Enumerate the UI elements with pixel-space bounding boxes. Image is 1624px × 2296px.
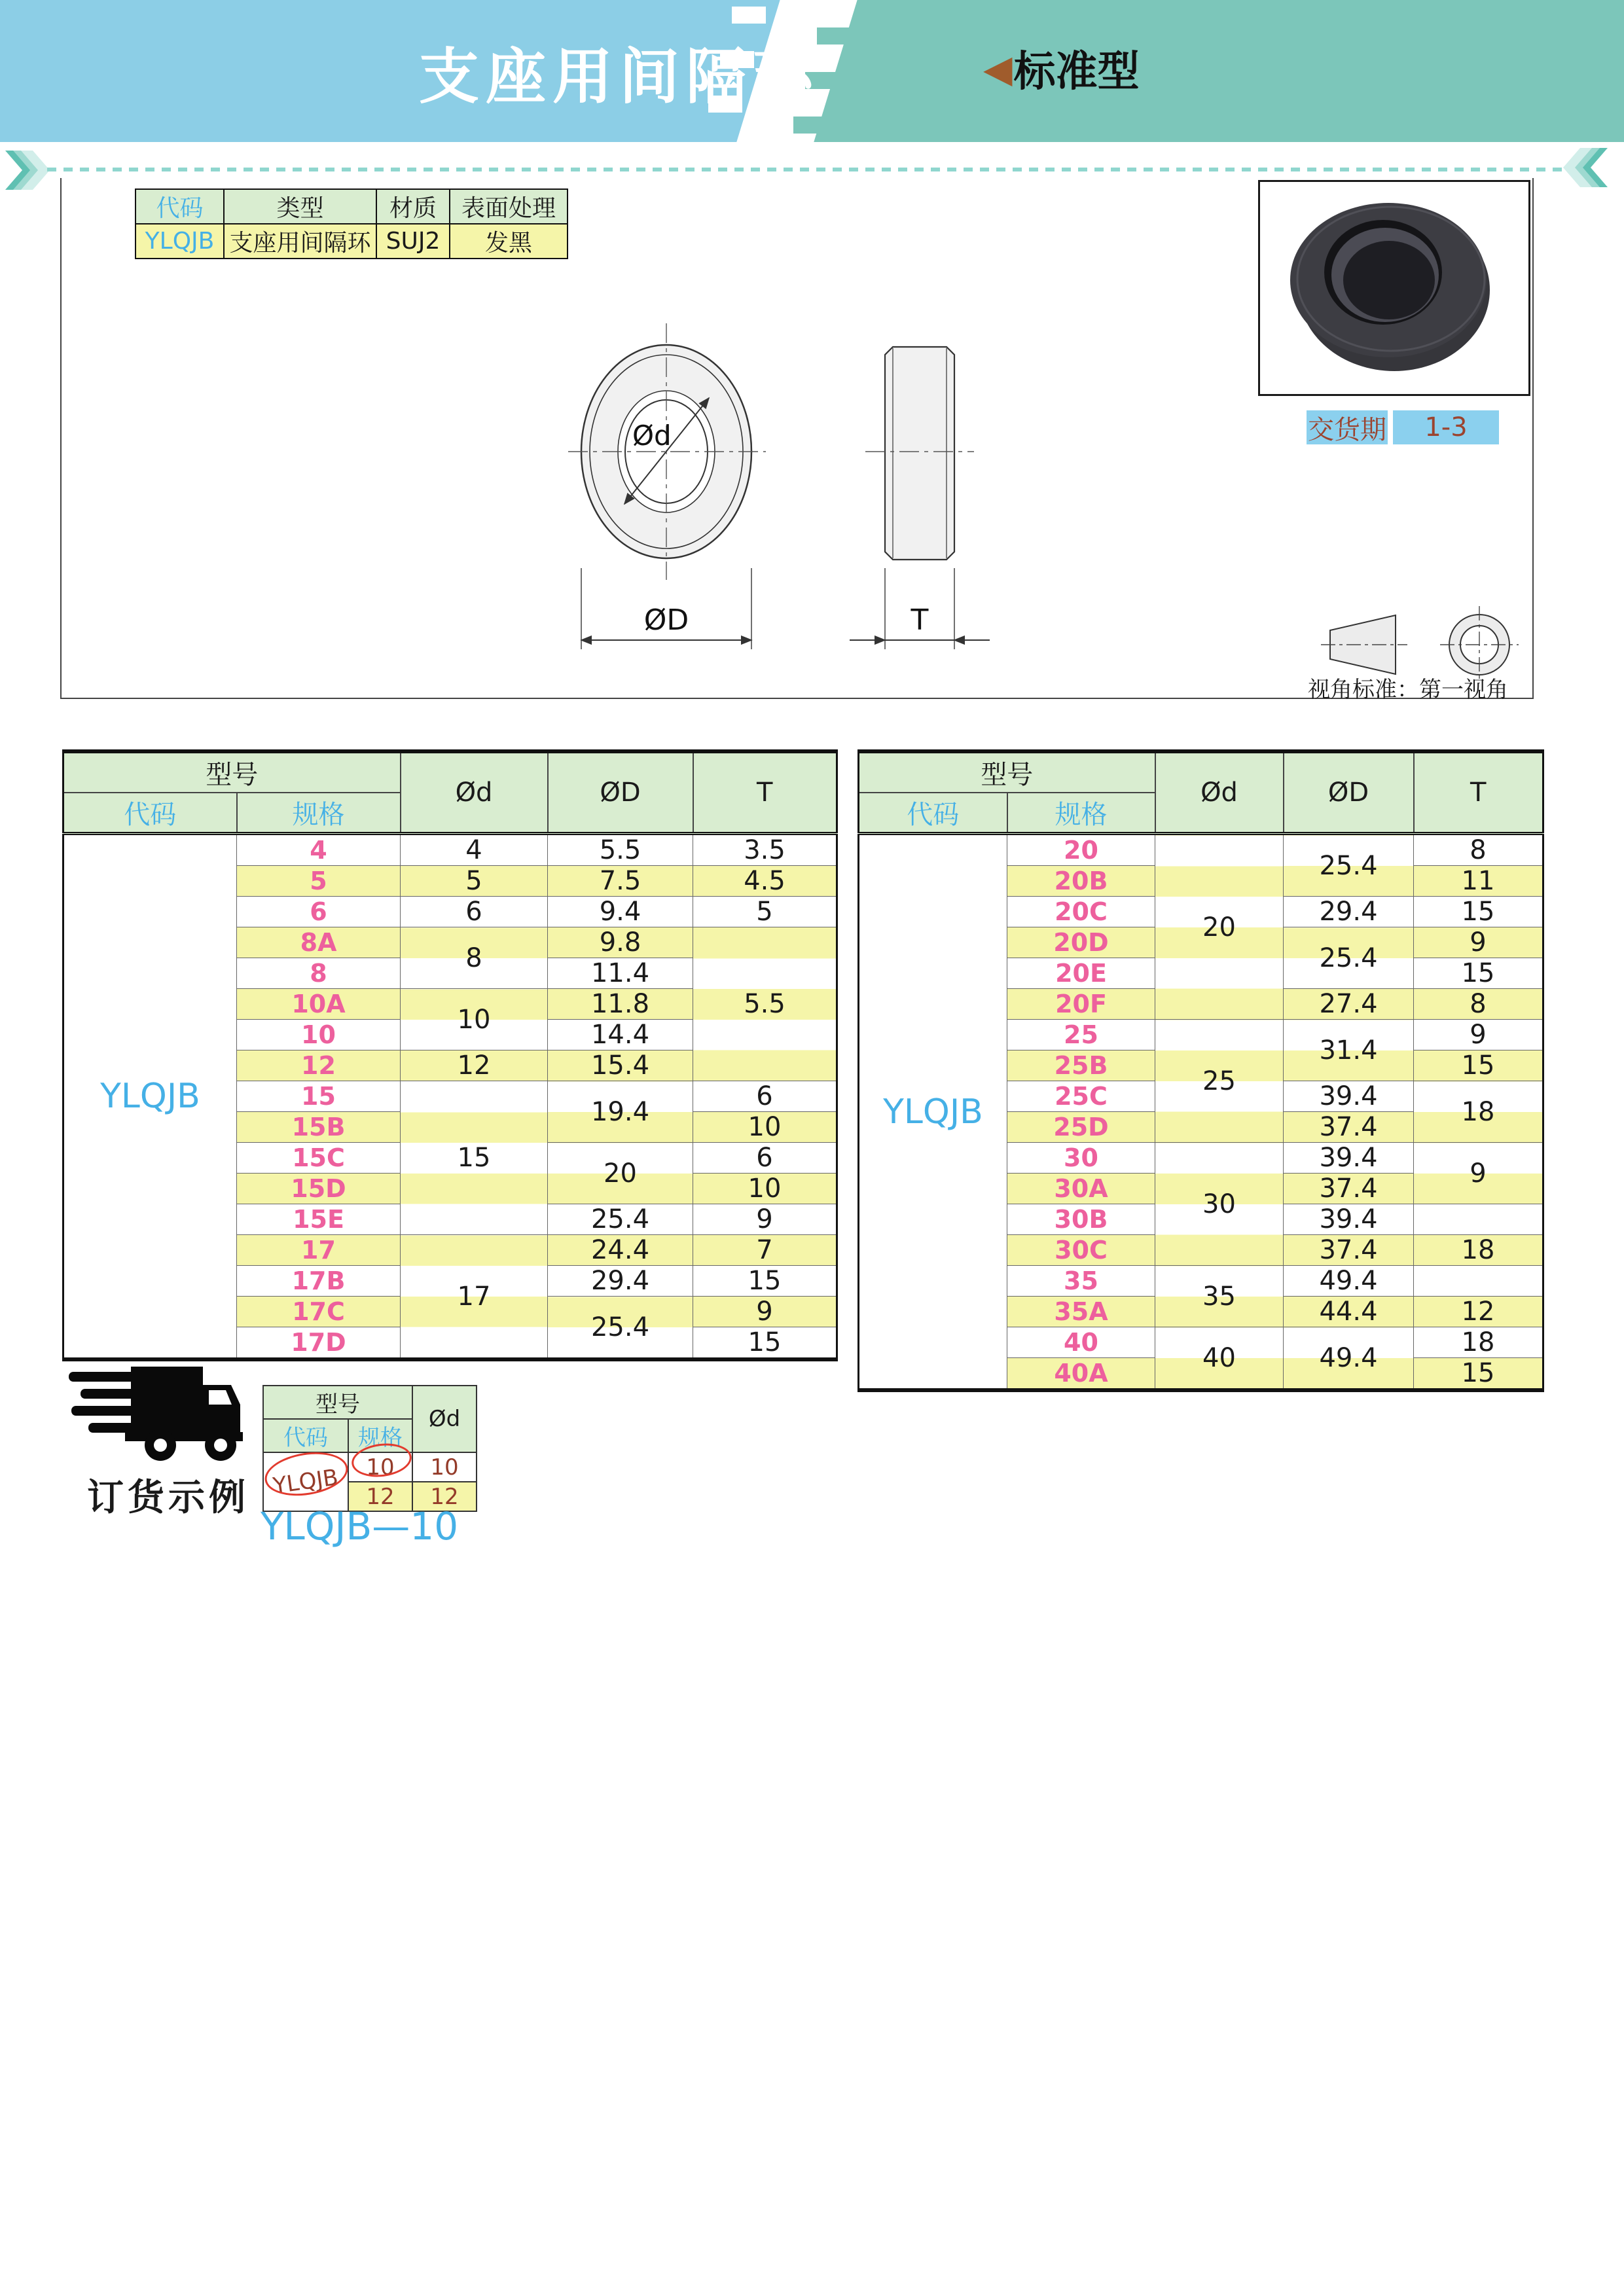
spec-cell: 20D: [1007, 927, 1155, 958]
d-value-cell: 40: [1155, 1327, 1284, 1391]
t-value-cell: 8: [1414, 834, 1543, 866]
code-cell: YLQJB: [63, 834, 237, 1360]
spec-cell: 40A: [1007, 1358, 1155, 1391]
t-value-cell: 3.5: [693, 834, 837, 866]
D-value-cell: 9.8: [548, 927, 693, 958]
spec-cell: 15D: [237, 1174, 401, 1204]
col-header-model: 型号: [63, 751, 401, 793]
spec-cell: 35A: [1007, 1297, 1155, 1327]
D-value-cell: 27.4: [1284, 989, 1414, 1020]
t-value-cell: 6: [693, 1081, 837, 1112]
D-value-cell: 49.4: [1284, 1266, 1414, 1297]
t-value-cell: 11: [1414, 866, 1543, 897]
delivery-label: 交货期: [1307, 410, 1388, 444]
dim-label-inner-dia: Ød: [632, 420, 672, 452]
info-value-type: 支座用间隔环: [224, 224, 376, 259]
D-value-cell: 39.4: [1284, 1081, 1414, 1112]
D-value-cell: 25.4: [548, 1204, 693, 1235]
D-value-cell: 9.4: [548, 897, 693, 927]
spec-cell: 20B: [1007, 866, 1155, 897]
D-value-cell: 37.4: [1284, 1112, 1414, 1143]
col-header-t: T: [693, 751, 837, 834]
col-header-model: 型号: [859, 751, 1155, 793]
dim-label-thickness: T: [911, 603, 929, 637]
d-value-cell: 4: [401, 834, 548, 866]
D-value-cell: 19.4: [548, 1081, 693, 1143]
t-value-cell: 15: [1414, 958, 1543, 989]
zipper-tooth: [817, 27, 852, 45]
spec-cell: 20F: [1007, 989, 1155, 1020]
col-header-spec: 规格: [1007, 793, 1155, 834]
D-value-cell: 14.4: [548, 1020, 693, 1050]
D-value-cell: 11.8: [548, 989, 693, 1020]
order-spec-cell: 12: [348, 1482, 412, 1511]
t-value-cell: 10: [693, 1174, 837, 1204]
code-cell: YLQJB: [859, 834, 1007, 1391]
t-value-cell: 9: [693, 1204, 837, 1235]
order-example-code: YLQJB—10: [261, 1504, 459, 1549]
spec-cell: 17: [237, 1235, 401, 1266]
t-value-cell: 12: [1414, 1297, 1543, 1327]
spec-cell: 40: [1007, 1327, 1155, 1358]
spec-cell: 10A: [237, 989, 401, 1020]
order-header-d: Ød: [412, 1386, 477, 1452]
d-value-cell: 15: [401, 1081, 548, 1235]
spec-cell: 15: [237, 1081, 401, 1112]
info-table: [135, 188, 568, 259]
info-value-finish: 发黑: [450, 224, 568, 259]
t-value-cell: 18: [1414, 1327, 1543, 1358]
page-subtitle: ◀标准型: [983, 46, 1140, 96]
product-photo-ring: [1260, 182, 1528, 394]
spec-cell: 20: [1007, 834, 1155, 866]
D-value-cell: 29.4: [1284, 897, 1414, 927]
spec-cell: 30B: [1007, 1204, 1155, 1235]
info-value-material: SUJ2: [376, 224, 450, 259]
t-value-cell: 8: [1414, 989, 1543, 1020]
t-value-cell: 15: [693, 1327, 837, 1360]
delivery-value: 1-3: [1393, 410, 1499, 444]
spec-cell: 4: [237, 834, 401, 866]
D-value-cell: 37.4: [1284, 1174, 1414, 1204]
col-header-D: ØD: [1284, 751, 1414, 834]
info-header-finish: 表面处理: [450, 189, 568, 224]
dim-label-outer-dia: ØD: [643, 603, 689, 637]
d-value-cell: 25: [1155, 1020, 1284, 1143]
spec-cell: 30A: [1007, 1174, 1155, 1204]
spec-cell: 30: [1007, 1143, 1155, 1174]
spec-cell: 20C: [1007, 897, 1155, 927]
technical-drawing: [556, 314, 988, 681]
dashed-divider-line: [47, 168, 1567, 171]
spec-cell: 15B: [237, 1112, 401, 1143]
spec-cell: 17D: [237, 1327, 401, 1360]
order-d-cell: 12: [412, 1482, 477, 1511]
col-header-code: 代码: [63, 793, 237, 834]
order-example-table: [262, 1385, 477, 1512]
spec-cell: 30C: [1007, 1235, 1155, 1266]
truck-icon: [62, 1360, 245, 1471]
ring-side-view: [885, 347, 954, 560]
page-title: 支座用间隔环: [419, 42, 820, 112]
D-value-cell: 24.4: [548, 1235, 693, 1266]
t-value-cell: 9: [1414, 1143, 1543, 1204]
D-value-cell: 5.5: [548, 834, 693, 866]
t-value-cell: 7: [693, 1235, 837, 1266]
t-value-cell: 15: [1414, 1358, 1543, 1391]
spec-cell: 8A: [237, 927, 401, 958]
col-header-t: T: [1414, 751, 1543, 834]
order-caption: 订货示例: [87, 1477, 249, 1519]
t-value-cell: 9: [1414, 927, 1543, 958]
spec-cell: 35: [1007, 1266, 1155, 1297]
chevron-right-icon: [5, 151, 47, 190]
D-value-cell: 31.4: [1284, 1020, 1414, 1081]
spec-cell: 25C: [1007, 1081, 1155, 1112]
t-value-cell: 5.5: [693, 927, 837, 1081]
d-value-cell: 35: [1155, 1266, 1284, 1327]
spec-cell: 17C: [237, 1297, 401, 1327]
D-value-cell: 15.4: [548, 1050, 693, 1081]
spec-table: [62, 749, 838, 1361]
t-value-cell: 4.5: [693, 866, 837, 897]
t-value-cell: 18: [1414, 1235, 1543, 1266]
spec-cell: 5: [237, 866, 401, 897]
info-header-material: 材质: [376, 189, 450, 224]
d-value-cell: 20: [1155, 834, 1284, 1020]
spec-cell: 15C: [237, 1143, 401, 1174]
order-header-code: 代码: [263, 1419, 348, 1452]
left-triangle-icon: ◀: [983, 46, 1013, 91]
t-value-cell: 18: [1414, 1081, 1543, 1143]
col-header-d: Ød: [1155, 751, 1284, 834]
col-header-spec: 规格: [237, 793, 401, 834]
spec-cell: 12: [237, 1050, 401, 1081]
t-value-cell: 9: [693, 1297, 837, 1327]
spec-table: [857, 749, 1544, 1392]
t-value-cell: 15: [1414, 1050, 1543, 1081]
spec-cell: 8: [237, 958, 401, 989]
spec-cell: 25: [1007, 1020, 1155, 1050]
info-header-code: 代码: [135, 189, 224, 224]
spec-cell: 10: [237, 1020, 401, 1050]
col-header-d: Ød: [401, 751, 548, 834]
D-value-cell: 44.4: [1284, 1297, 1414, 1327]
d-value-cell: 6: [401, 897, 548, 927]
t-value-cell: 5: [693, 897, 837, 927]
spec-cell: 6: [237, 897, 401, 927]
D-value-cell: 11.4: [548, 958, 693, 989]
t-value-cell: 10: [693, 1112, 837, 1143]
D-value-cell: 29.4: [548, 1266, 693, 1297]
D-value-cell: 49.4: [1284, 1327, 1414, 1391]
product-photo-frame: [1258, 180, 1530, 396]
d-value-cell: 10: [401, 989, 548, 1050]
t-value-cell: 9: [1414, 1020, 1543, 1050]
order-header-spec: 规格: [348, 1419, 412, 1452]
chevron-left-icon: [1566, 148, 1608, 187]
spec-cell: 20E: [1007, 958, 1155, 989]
spec-cell: 25D: [1007, 1112, 1155, 1143]
d-value-cell: 5: [401, 866, 548, 897]
t-value-cell: 15: [1414, 897, 1543, 927]
col-header-code: 代码: [859, 793, 1007, 834]
header-band: [0, 0, 1624, 142]
col-header-D: ØD: [548, 751, 693, 834]
order-code-cell: YLQJB: [263, 1452, 348, 1511]
D-value-cell: 25.4: [1284, 927, 1414, 989]
order-d-cell: 10: [412, 1452, 477, 1482]
D-value-cell: 37.4: [1284, 1235, 1414, 1266]
d-value-cell: 17: [401, 1235, 548, 1360]
d-value-cell: 12: [401, 1050, 548, 1081]
zipper-tooth: [732, 7, 766, 24]
spec-cell: 15E: [237, 1204, 401, 1235]
info-header-type: 类型: [224, 189, 376, 224]
t-value-cell: [1414, 1204, 1543, 1235]
spec-cell: 17B: [237, 1266, 401, 1297]
D-value-cell: 7.5: [548, 866, 693, 897]
D-value-cell: 20: [548, 1143, 693, 1204]
view-standard-text: 视角标准：第一视角: [1308, 677, 1508, 703]
t-value-cell: [1414, 1266, 1543, 1297]
spec-cell: 25B: [1007, 1050, 1155, 1081]
D-value-cell: 25.4: [548, 1297, 693, 1360]
t-value-cell: 6: [693, 1143, 837, 1174]
order-spec-cell: 10: [348, 1452, 412, 1482]
d-value-cell: 30: [1155, 1143, 1284, 1266]
order-header-model: 型号: [263, 1386, 412, 1419]
D-value-cell: 39.4: [1284, 1204, 1414, 1235]
D-value-cell: 39.4: [1284, 1143, 1414, 1174]
info-value-code: YLQJB: [135, 224, 224, 259]
D-value-cell: 25.4: [1284, 834, 1414, 897]
zipper-tooth: [793, 117, 829, 134]
t-value-cell: 15: [693, 1266, 837, 1297]
d-value-cell: 8: [401, 927, 548, 989]
